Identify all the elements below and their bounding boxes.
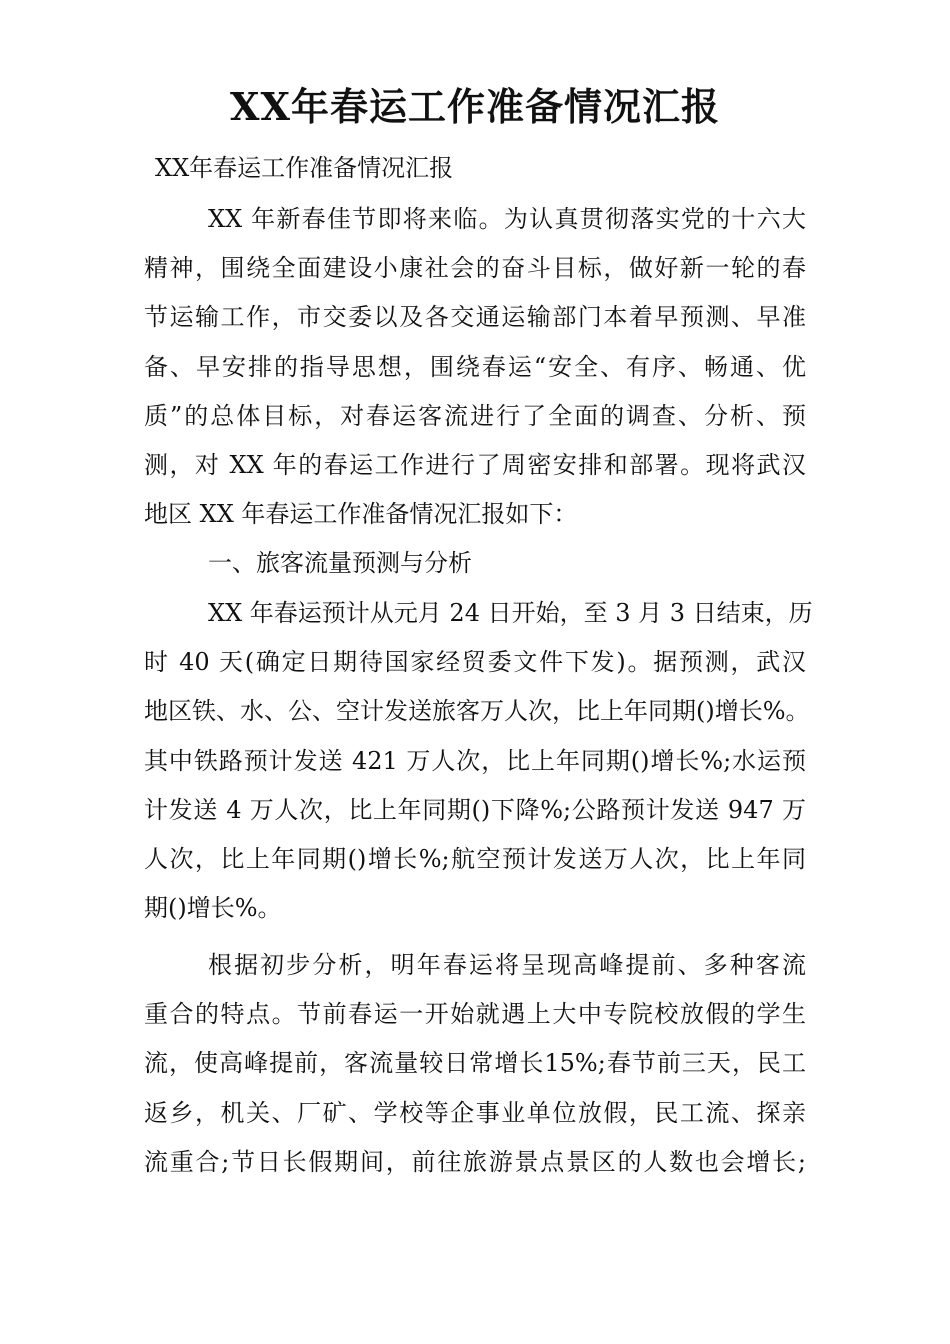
- paragraph-line: 地区 XX 年春运工作准备情况汇报如下：: [144, 500, 578, 529]
- paragraph-line: 返乡，机关、厂矿、学校等企事业单位放假，民工流、探亲: [144, 1098, 806, 1127]
- paragraph-line: 测，对 XX 年的春运工作进行了周密安排和部署。现将武汉: [144, 450, 806, 479]
- paragraph-line: 时 40 天(确定日期待国家经贸委文件下发)。据预测，武汉: [144, 648, 806, 677]
- paragraph-line: 流重合;节日长假期间，前往旅游景点景区的人数也会增长;: [144, 1147, 806, 1176]
- paragraph-line: 人次，比上年同期()增长%;航空预计发送万人次，比上年同: [144, 844, 806, 873]
- paragraph-line: 计发送 4 万人次，比上年同期()下降%;公路预计发送 947 万: [144, 795, 806, 824]
- paragraph-forecast: [144, 589, 813, 933]
- paragraph-line: 其中铁路预计发送 421 万人次，比上年同期()增长%;水运预: [144, 746, 806, 775]
- paragraph-line: 质”的总体目标，对春运客流进行了全面的调查、分析、预: [144, 401, 806, 430]
- paragraph-line: 重合的特点。节前春运一开始就遇上大中专院校放假的学生: [144, 1000, 806, 1029]
- paragraph-line: 地区铁、水、公、空计发送旅客万人次，比上年同期()增长%。: [144, 697, 810, 726]
- document-title: XX年春运工作准备情况汇报: [230, 84, 720, 129]
- paragraph-line: XX 年春运预计从元月 24 日开始，至 3 月 3 日结束，历: [208, 599, 813, 627]
- paragraph-line: 节运输工作，市交委以及各交通运输部门本着早预测、早准: [144, 303, 806, 332]
- paragraph-line: 期()增长%。: [144, 894, 282, 923]
- paragraph-line: 根据初步分析，明年春运将呈现高峰提前、多种客流: [208, 951, 806, 979]
- section-heading: 一、旅客流量预测与分析: [208, 549, 472, 578]
- paragraph-line: XX 年新春佳节即将来临。为认真贯彻落实党的十六大: [208, 205, 806, 233]
- paragraph-line: 流，使高峰提前，客流量较日常增长15%;春节前三天，民工: [144, 1049, 806, 1078]
- paragraph-analysis: [144, 941, 806, 1187]
- paragraph-intro: [144, 195, 806, 589]
- document-subtitle: XX年春运工作准备情况汇报: [155, 154, 454, 182]
- paragraph-line: 精神，围绕全面建设小康社会的奋斗目标，做好新一轮的春: [144, 254, 806, 283]
- paragraph-line: 备、早安排的指导思想，围绕春运“安全、有序、畅通、优: [144, 352, 806, 381]
